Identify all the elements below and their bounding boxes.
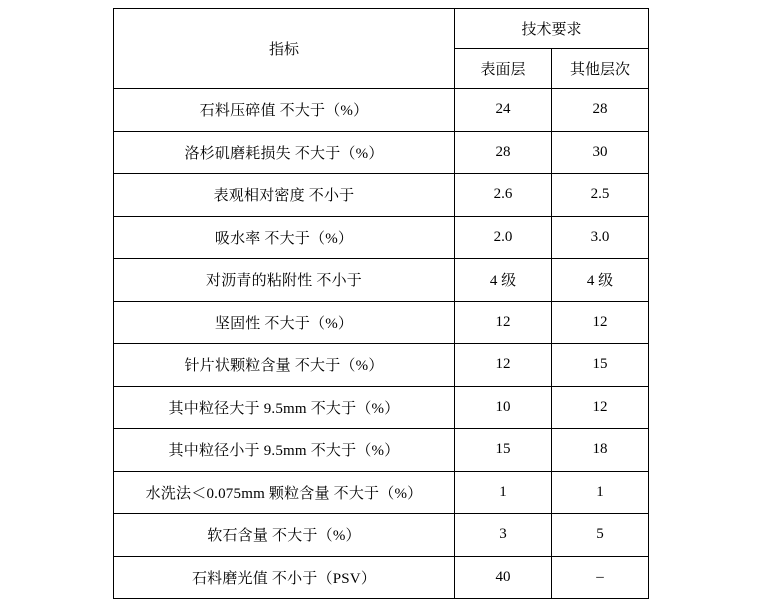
row-label: 对沥青的粘附性 不小于 — [114, 259, 455, 302]
row-label: 软石含量 不大于（%） — [114, 514, 455, 557]
header-index: 指标 — [114, 9, 455, 89]
row-other-value: 4 级 — [552, 259, 649, 302]
table-row — [114, 131, 649, 174]
table-row — [114, 89, 649, 132]
row-surface-value: 12 — [455, 301, 552, 344]
row-other-value: 5 — [552, 514, 649, 557]
row-other-value: 1 — [552, 471, 649, 514]
row-other-value: 15 — [552, 344, 649, 387]
table-row — [114, 174, 649, 217]
table-row — [114, 301, 649, 344]
row-surface-value: 15 — [455, 429, 552, 472]
table-row — [114, 216, 649, 259]
row-surface-value: 1 — [455, 471, 552, 514]
row-label: 水洗法＜0.075mm 颗粒含量 不大于（%） — [114, 471, 455, 514]
row-label: 表观相对密度 不小于 — [114, 174, 455, 217]
row-label: 针片状颗粒含量 不大于（%） — [114, 344, 455, 387]
table-row — [114, 344, 649, 387]
spec-table-container — [113, 8, 648, 599]
row-other-value: 12 — [552, 386, 649, 429]
row-other-value: 30 — [552, 131, 649, 174]
row-label: 其中粒径小于 9.5mm 不大于（%） — [114, 429, 455, 472]
row-other-value: – — [552, 556, 649, 599]
row-label: 洛杉矶磨耗损失 不大于（%） — [114, 131, 455, 174]
row-label: 其中粒径大于 9.5mm 不大于（%） — [114, 386, 455, 429]
row-surface-value: 12 — [455, 344, 552, 387]
row-label: 坚固性 不大于（%） — [114, 301, 455, 344]
table-row — [114, 386, 649, 429]
aggregate-spec-table — [113, 8, 649, 599]
row-surface-value: 24 — [455, 89, 552, 132]
header-other-layers: 其他层次 — [552, 49, 649, 89]
row-surface-value: 2.6 — [455, 174, 552, 217]
row-surface-value: 4 级 — [455, 259, 552, 302]
row-surface-value: 40 — [455, 556, 552, 599]
table-row — [114, 429, 649, 472]
row-surface-value: 28 — [455, 131, 552, 174]
row-other-value: 28 — [552, 89, 649, 132]
table-row — [114, 514, 649, 557]
row-other-value: 12 — [552, 301, 649, 344]
row-other-value: 18 — [552, 429, 649, 472]
table-row — [114, 556, 649, 599]
row-surface-value: 3 — [455, 514, 552, 557]
table-row — [114, 259, 649, 302]
row-surface-value: 2.0 — [455, 216, 552, 259]
row-surface-value: 10 — [455, 386, 552, 429]
row-label: 石料磨光值 不小于（PSV） — [114, 556, 455, 599]
row-label: 石料压碎值 不大于（%） — [114, 89, 455, 132]
header-tech-requirement: 技术要求 — [455, 9, 649, 49]
row-other-value: 3.0 — [552, 216, 649, 259]
row-other-value: 2.5 — [552, 174, 649, 217]
table-row — [114, 471, 649, 514]
table-header-row-1 — [114, 9, 649, 49]
header-surface-layer: 表面层 — [455, 49, 552, 89]
row-label: 吸水率 不大于（%） — [114, 216, 455, 259]
